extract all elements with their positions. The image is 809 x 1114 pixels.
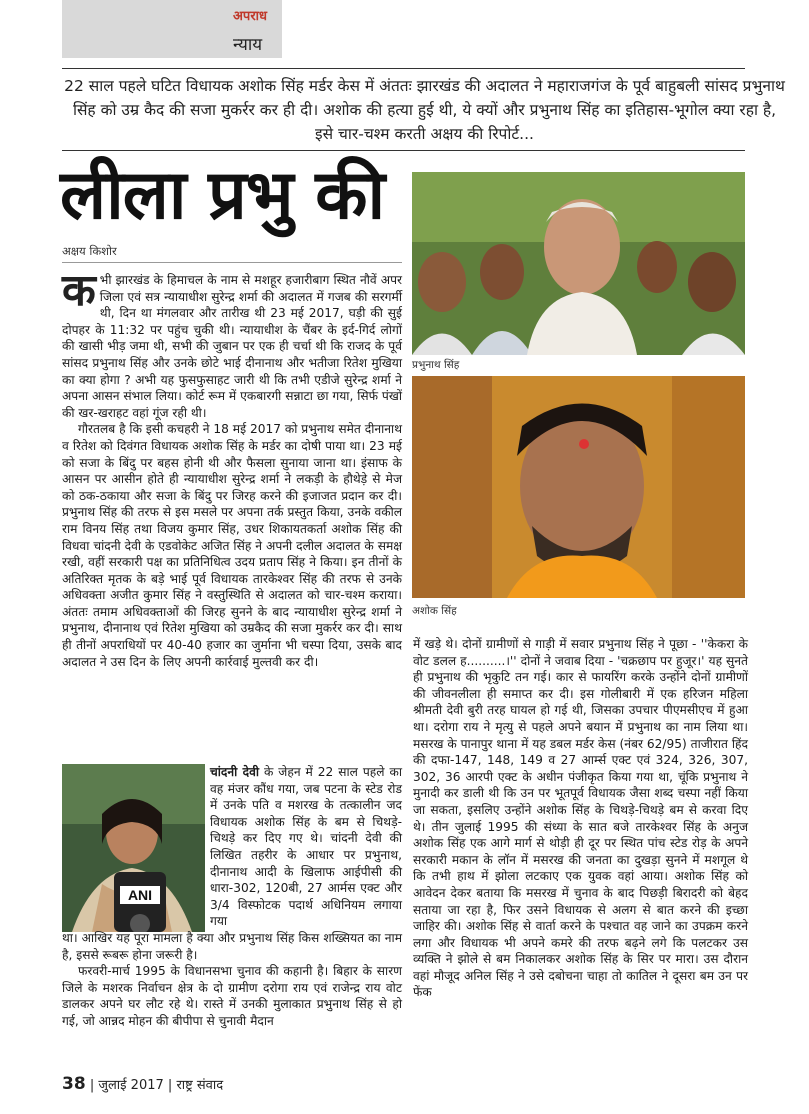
inset-paragraph-text: के जेहन में 22 साल पहले का वह मंजर कौंध गया, जब पटना के स्टेड रोड में उनके पति व मशरख के तत्कालीन जद विधायक अशोक सिंह के बम से चिथड़े-चिथड़े कर दिए गए थे। चांदनी देवी की लिखित तहरीर के आधार पर प्रभुनाथ, दीनानाथ आदी के खिलाफ आईपीसी की धारा-302, 120बी, 27 आर्मस एक्ट और 3/4 विस्फोटक पदार्थ अधिनियम लगाया गया — [210, 765, 403, 929]
publication-name: राष्ट्र संवाद — [176, 1078, 224, 1093]
subsection-label: न्याय — [233, 35, 263, 55]
footer-separator: | — [89, 1078, 95, 1093]
author-byline: अक्षय किशोर — [62, 244, 117, 258]
article-column-left — [62, 265, 402, 670]
prabhunath-singh-photo — [412, 172, 745, 355]
inset-lead: चांदनी देवी — [210, 765, 260, 779]
paragraph — [62, 265, 402, 421]
paragraph: था। आखिर यह पूरा मामला है क्या और प्रभुनाथ सिंह किस शख्सियत का नाम है, इससे रूबरू होना जरूरी है। — [62, 931, 402, 962]
crowd-photo-illustration — [412, 172, 745, 355]
ashok-singh-photo — [412, 376, 745, 598]
intro-blurb: 22 साल पहले घटित विधायक अशोक सिंह मर्डर केस में अंततः झारखंड की अदालत ने महाराजगंज के पूर्व बाहुबली सांसद प्रभुनाथ सिंह को उम्र कैद की सजा मुकर्रर कर ही दी। अशोक की हत्या हुई थी, ये क्यों और प्रभुनाथ सिंह का इतिहास-भूगोल क्या रहा है, इसे चार-चश्म करती अक्षय की रिपोर्ट... — [64, 77, 785, 143]
paragraph: गौरतलब है कि इसी कचहरी ने 18 मई 2017 को प्रभुनाथ समेत दीनानाथ व रितेश को दिवंगत विधायक अशोक सिंह के मर्डर का दोषी पाया था। 23 मई को सजा के बिंदु पर बहस होनी थी और फैसला सुनाया जाना था। इंसाफ के आसन पर आसीन होते ही न्यायाधीश सुरेन्द्र शर्मा ने लकड़ी के हौथेड़े से मेज को ठक-ठकाया और सजा के बिंदु पर जिरह करने की इजाजत प्रदान कर दी। प्रभुनाथ सिंह की तरफ से इस मसले पर अपना तर्क प्रस्तुत किया, उनके वकील राम विनय सिंह तथा विजय कुमार सिंह, उधर शिकायतकर्ता अशोक सिंह की विधवा चांदनी देवी के एडवोकेट अजित सिंह ने अपनी दलील अदालत के समक्ष रखी, वहीं सरकारी पक्ष का प्रतिनिधित्व उदय प्रताप सिंह ने किया। इन तीनों के अतिरिक्त मृतक के बड़े भाई पूर्व विधायक तारकेश्वर सिंह की तरफ से उनके अधिवक्ता अजीत कुमार सिंह ने वस्तुस्थिति से अदालत को चार-चश्म कराया। अंततः तमाम अधिवक्ताओं की जिरह सुनने के बाद न्यायाधीश सुरेन्द्र शर्मा ने प्रभुनाथ, दीनानाथ एवं रितेश मुखिया को उम्रकैद की सजा मुकर्रर कर दी। साथ ही तीनों अपराधियों पर 40-40 हजार का जुर्माना भी चस्पा दिया, उसके बाद अदालत ने उस दिन के लिए अपनी कार्रवाई मुल्तवी कर दी। — [62, 422, 402, 669]
article-column-right — [413, 636, 748, 1001]
page-title: लीला प्रभु की — [60, 156, 385, 235]
paragraph: फरवरी-मार्च 1995 के विधानसभा चुनाव की कहानी है। बिहार के सारण जिले के मशरक निर्वाचन क्षेत्र के दो ग्रामीण दरोगा राय एवं राजेन्द्र राय वोट डालकर अपने घर लौट रहे थे। रास्ते में उनकी मुलाकात प्रभुनाथ सिंह से हो गई, जो आन्नद मोहन की बीपीपा से चुनावी मैदान — [62, 964, 402, 1028]
page-footer — [62, 1074, 223, 1094]
drop-cap: क — [62, 265, 96, 316]
article-column-left-bottom — [62, 930, 402, 1030]
page-number: 38 — [62, 1074, 86, 1094]
portrait-illustration — [62, 764, 205, 932]
chandni-devi-photo — [62, 764, 205, 932]
paragraph-text: भी झारखंड के हिमाचल के नाम से मशहूर हजारीबाग स्थित नौवें अपर जिला एवं सत्र न्यायाधीश सुरेन्द्र शर्मा की अदालत में गजब की सरगर्मी थी, दिन था मंगलवार और तारीख थी 23 मई 2017, घड़ी की सुई दोपहर के 11:32 पर पहुंच चुकी थी। न्यायाधीश के चैंबर के इर्द-गिर्द लोगों की खासी भीड़ जमा थी, सभी की जुबान पर एक ही चर्चा थी कि राजद के पूर्व सांसद प्रभुनाथ सिंह और उनके छोटे भाई दीनानाथ और भतीजा रितेश मुखिया का क्या होगा ? अभी यह फुसफुसाहट जारी थी कि तभी एडीजे सुरेन्द्र शर्मा ने अपना आसन संभाल लिया। कोर्ट रूम में एकबारगी सन्नाटा छा गया, सिर्फ पंखों की खर-खराहट वहां गूंज रही थी। — [62, 273, 402, 420]
top-rule — [62, 68, 745, 69]
photo-caption: अशोक सिंह — [412, 605, 457, 617]
portrait-illustration — [412, 376, 745, 598]
footer-separator: | — [167, 1078, 173, 1093]
issue-date: जुलाई 2017 — [98, 1078, 164, 1093]
byline-rule — [62, 262, 402, 263]
bottom-rule — [62, 150, 745, 151]
photo-caption: प्रभुनाथ सिंह — [412, 359, 460, 371]
section-label: अपराध — [233, 9, 267, 24]
inset-paragraph — [210, 764, 402, 930]
ani-mic-label: ANI — [127, 887, 153, 903]
paragraph: में खड़े थे। दोनों ग्रामीणों से गाड़ी में सवार प्रभुनाथ सिंह ने पूछा - ''केकरा के वोट डलल ह..........।'' दोनों ने जवाब दिया - 'चक्रछाप पर हुजूर।' यह सुनते ही प्रभुनाथ की भृकुटि तन गई। कार से फायरिंग करके उन्होंने दोनों ग्रामीणों की जीवनलीला ही समाप्त कर दी। इस गोलीबारी में एक हरिजन महिला श्रीमती देवी बुरी तरह घायल हो गई थी, जिसका उपचार पीएमसीएच में हुआ था। दरोगा राय ने मृत्यु से पहले अपने बयान में प्रभुनाथ का नाम लिया था। मसरख के पानापुर थाना में यह डबल मर्डर केस (नंबर 62/95) ताजीरात हिंद की दफा-147, 148, 149 व 27 आर्म्स एक्ट एवं 324, 326, 307, 302, 36 आरपी एक्ट के अधीन पंजीकृत किया गया था, चूंकि प्रभुनाथ ने मुनादी कर डाली थी कि उन पर भूतपूर्व विधायक जैसा शब्द चस्पा नहीं किया जा सकता, इसलिए उन्होंने अशोक सिंह के चिथड़े-चिथड़े बम से करवा दिए थे। तीन जुलाई 1995 की संध्या के सात बजे तारकेश्वर सिंह के अनुज अशोक सिंह एक आगे मार्ग से थोड़ी ही दूर पर स्थित पांच स्टेड रोड़ के अपने सरकारी मकान के लॉन में मसरख की जनता का दुखड़ा सुनने में मशगूल थे कि तभी हाथ में झोला लटकाए एक युवक वहां आया। अशोक सिंह को आवेदन देकर बताया कि मसरख में चुनाव के बाद पिछड़ी बिरादरी को बेहद सताया जा रहा है, फिर उसने विधायक से अलग से बात करने की इच्छा जाहिर की। अशोक सिंह से वार्ता करने के पश्चात वह जाने का उपक्रम करने लगा और विधायक भी अपने कमरे की तरफ बढ़ने लगे कि पलटकर उस व्यक्ति ने झोले से बम निकालकर अशोक सिंह के सिर पर मारा। उस दौरान वहां मौजूद अनिल सिंह ने उसे दबोचना चाहा तो कातिल ने दूसरा बम उन पर फेंक — [413, 637, 748, 1000]
